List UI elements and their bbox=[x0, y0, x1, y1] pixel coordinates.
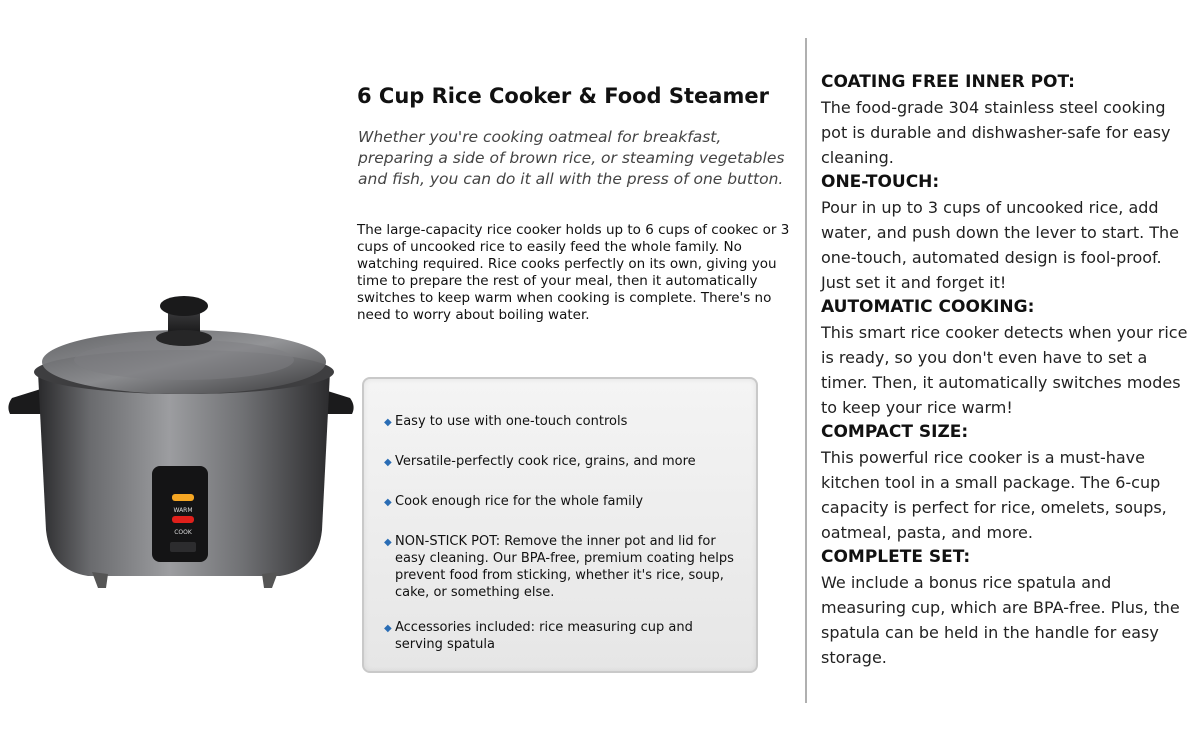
feature-sections bbox=[821, 70, 1196, 670]
section-heading: COATING FREE INNER POT: bbox=[821, 72, 1075, 92]
left-foot bbox=[92, 572, 108, 588]
cook-label: COOK bbox=[174, 529, 192, 536]
product-tagline: Whether you're cooking oatmeal for breakfast, preparing a side of brown rice, or steaming vegetables and fish, you can do it all with the press of one button. bbox=[358, 128, 785, 188]
feature-item bbox=[384, 453, 744, 470]
diamond-bullet-icon: ◆ bbox=[384, 457, 392, 468]
feature-text: NON-STICK POT: Remove the inner pot and lid for easy cleaning. Our BPA-free, premium coating helps prevent food from sticking, whether it's rice, soup, cake, or something else. bbox=[395, 534, 734, 600]
feature-text: Accessories included: rice measuring cup and serving spatula bbox=[395, 620, 693, 652]
diamond-bullet-icon: ◆ bbox=[384, 623, 392, 634]
warm-indicator-icon bbox=[172, 494, 194, 501]
feature-text: Cook enough rice for the whole family bbox=[395, 494, 644, 509]
right-foot bbox=[262, 572, 278, 588]
section-body: This smart rice cooker detects when your rice is ready, so you don't even have to set a timer. Then, it automatically switches modes to keep your rice warm! bbox=[821, 323, 1188, 417]
section-body: Pour in up to 3 cups of uncooked rice, add water, and push down the lever to start. The one-touch, automated design is fool-proof. Just set it and forget it! bbox=[821, 198, 1180, 292]
cook-indicator-icon bbox=[172, 516, 194, 523]
feature-item bbox=[384, 413, 744, 430]
product-title: 6 Cup Rice Cooker & Food Steamer bbox=[357, 84, 769, 108]
section-body: This powerful rice cooker is a must-have kitchen tool in a small package. The 6-cup capacity is perfect for rice, omelets, soups, oatmeal, pasta, and more. bbox=[821, 448, 1167, 542]
cook-lever bbox=[170, 542, 196, 552]
section-heading: ONE-TOUCH: bbox=[821, 172, 940, 192]
features-panel bbox=[362, 377, 758, 673]
column-divider bbox=[805, 38, 807, 703]
warm-label: WARM bbox=[173, 507, 193, 514]
section-heading: COMPACT SIZE: bbox=[821, 422, 969, 442]
diamond-bullet-icon: ◆ bbox=[384, 537, 392, 548]
diamond-bullet-icon: ◆ bbox=[384, 417, 392, 428]
section-heading: COMPLETE SET: bbox=[821, 547, 971, 567]
feature-item bbox=[384, 493, 744, 510]
rice-cooker-image bbox=[0, 280, 370, 600]
feature-item bbox=[384, 619, 744, 653]
feature-text: Versatile-perfectly cook rice, grains, and more bbox=[395, 454, 696, 469]
lid-knob bbox=[160, 296, 208, 316]
product-intro: The large-capacity rice cooker holds up to 6 cups of cookec or 3 cups of uncooked rice to easily feed the whole family. No watching required. Rice cooks perfectly on its own, giving you time to prepare the rest of your meal, then it automatically switches to keep warm when cooking is complete. There's no need to worry about boiling water. bbox=[357, 222, 790, 323]
feature-text: Easy to use with one-touch controls bbox=[395, 414, 628, 429]
feature-item bbox=[384, 533, 744, 601]
diamond-bullet-icon: ◆ bbox=[384, 497, 392, 508]
section-body: We include a bonus rice spatula and measuring cup, which are BPA-free. Plus, the spatula can be held in the handle for easy storage. bbox=[821, 573, 1180, 667]
section-heading: AUTOMATIC COOKING: bbox=[821, 297, 1035, 317]
section-body: The food-grade 304 stainless steel cooking pot is durable and dishwasher-safe for easy cleaning. bbox=[821, 98, 1171, 167]
